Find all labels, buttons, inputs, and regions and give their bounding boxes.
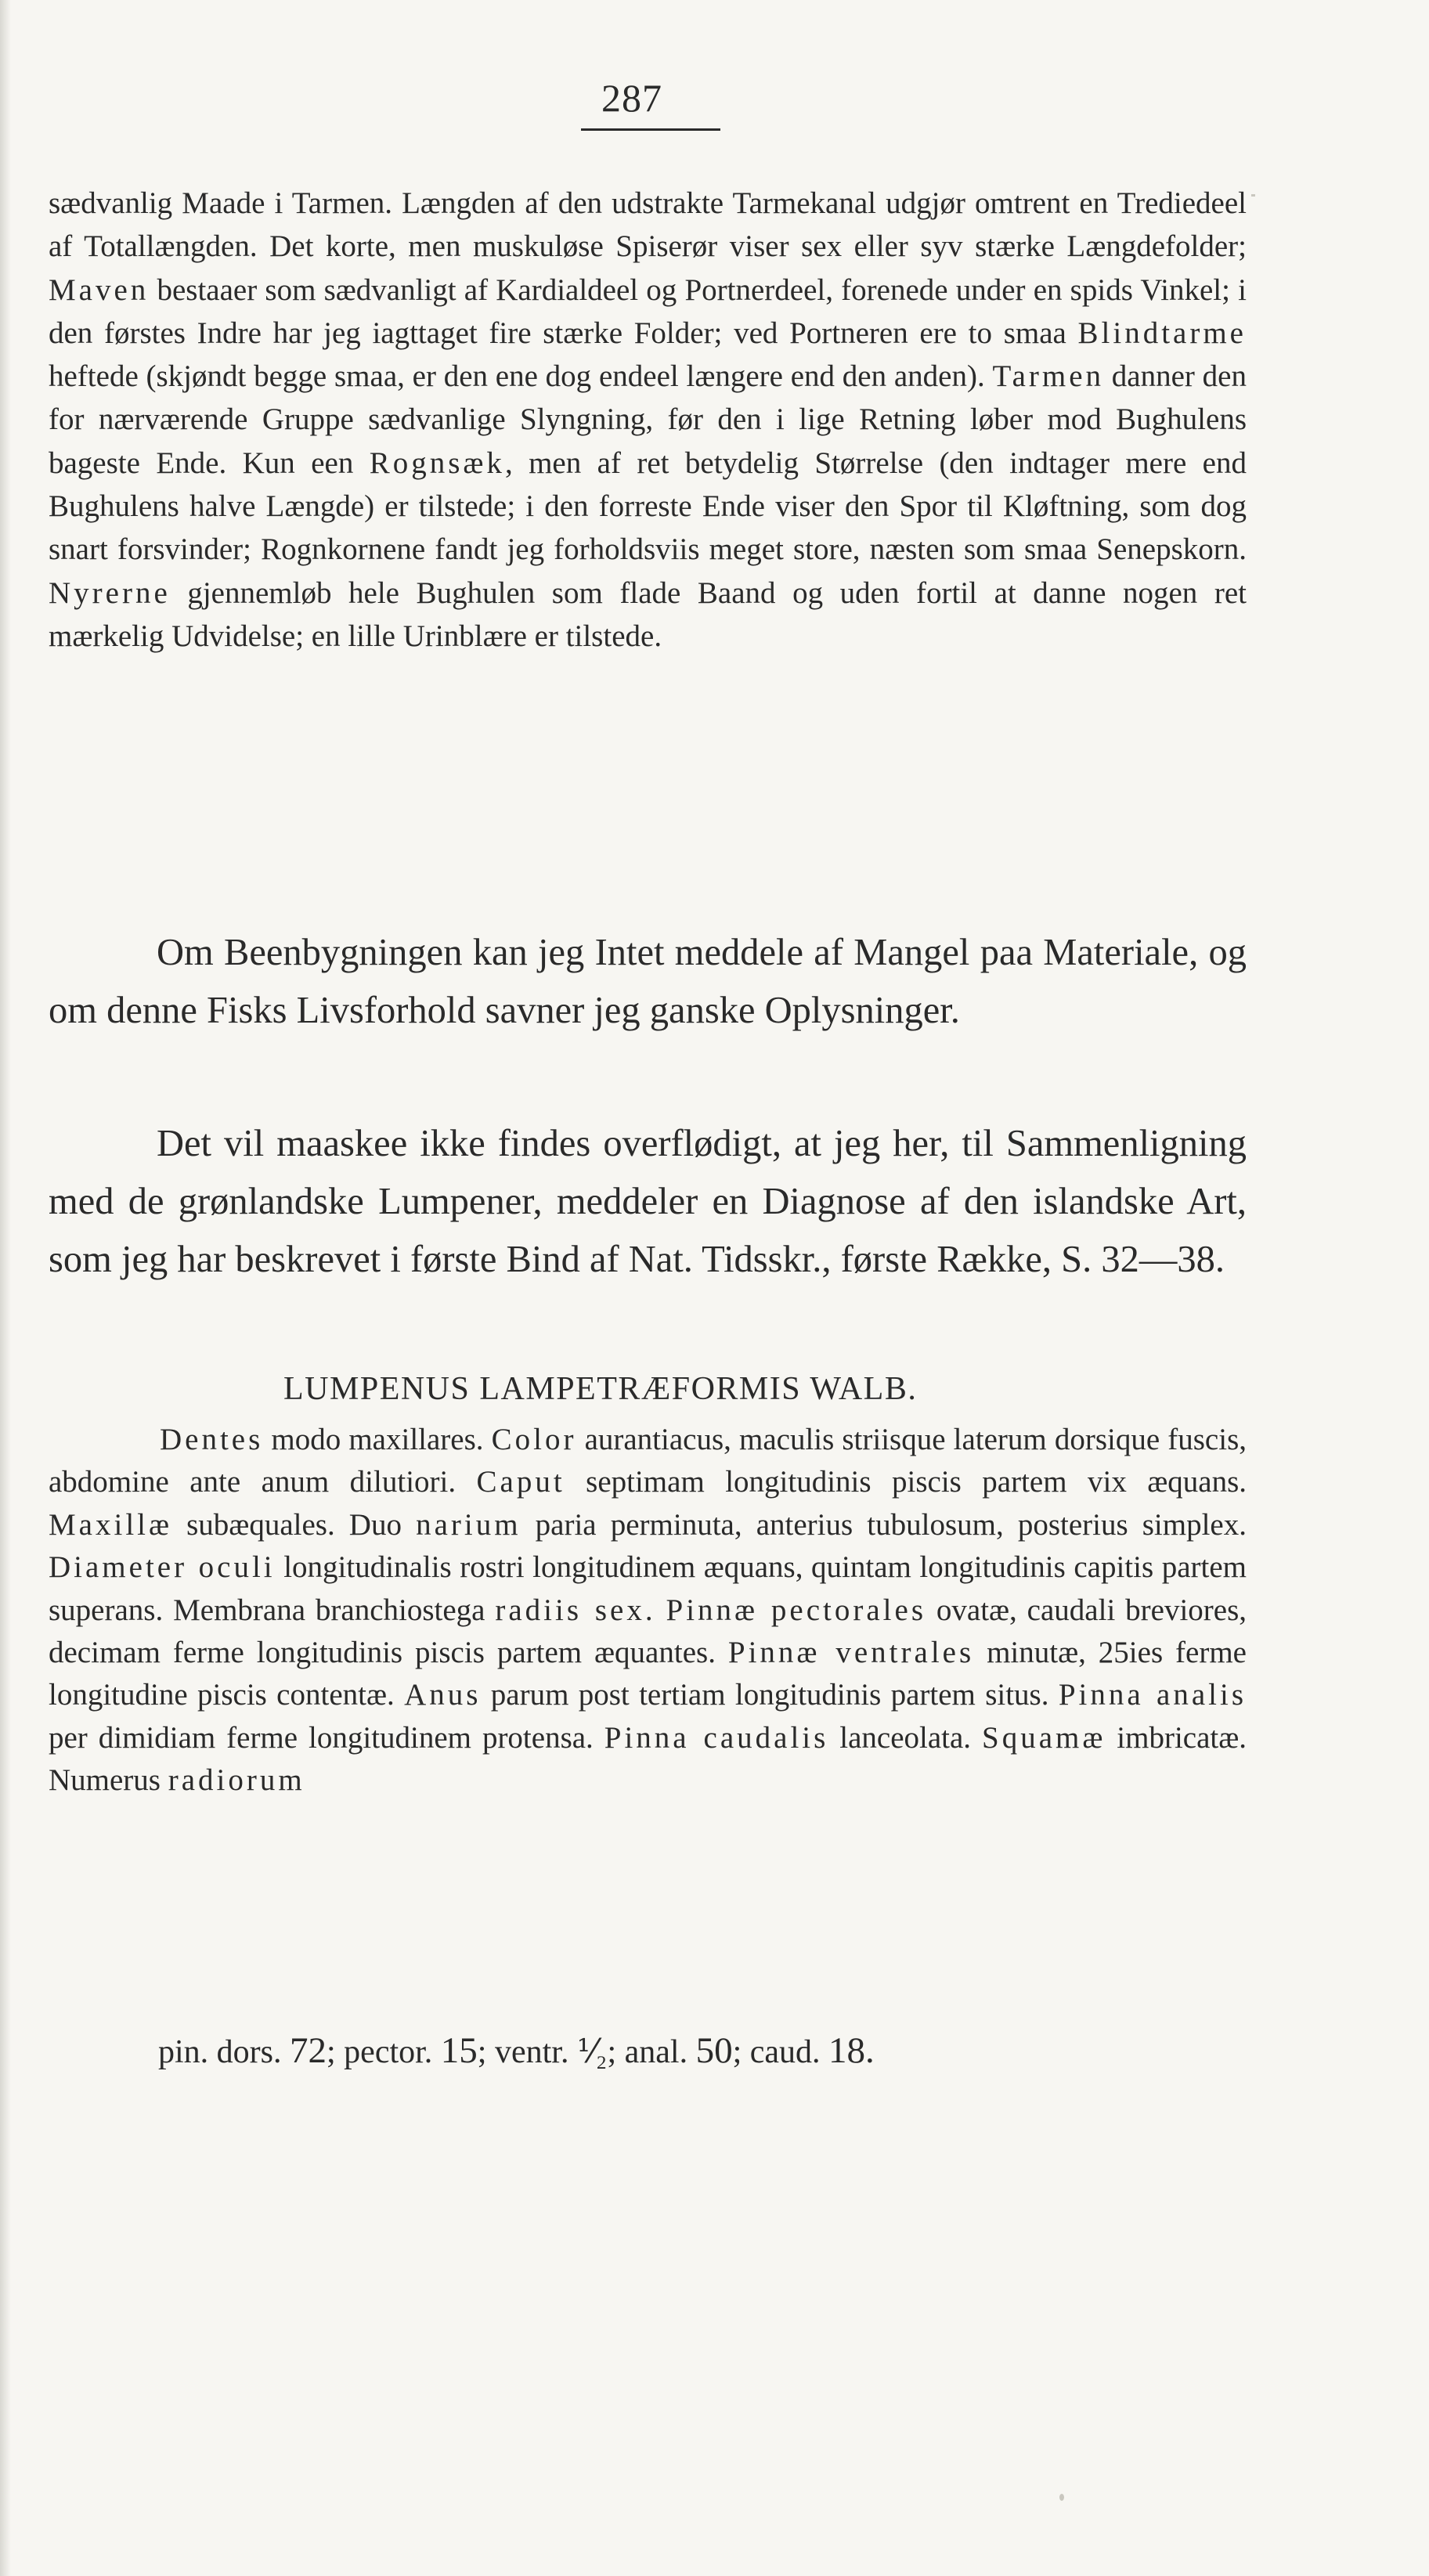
text-run: danner den for nærværende Gruppe sædvanlige Slyngning, før den i lige Retning løber mod Bughulens bageste Ende. Kun een	[49, 359, 1247, 480]
text-run: bestaaer som sædvanligt af Kardialdeel og Portnerdeel, forenede under en spids Vinkel; i den førstes Indre har jeg iagttaget fire stærke Folder; ved Portneren ere to smaa	[49, 272, 1247, 350]
term-maven: Maven	[49, 272, 150, 307]
page-number-rule	[581, 128, 720, 131]
paper-speck	[1059, 2494, 1064, 2501]
text-run: septimam longitudinis piscis partem vix æquans.	[565, 1465, 1247, 1499]
text-run: lanceolata.	[828, 1720, 982, 1755]
anatomy-paragraph	[49, 182, 1247, 658]
text-run: aurantiacus, maculis striisque laterum dorsique fuscis, abdomine ante anum dilutiori.	[49, 1423, 1247, 1499]
formula-label-caudal: caud.	[749, 2034, 821, 2070]
text-run: modo maxillares.	[263, 1423, 492, 1456]
text-run: heftede (skjøndt begge smaa, er den ene dog endeel længere end den anden).	[49, 359, 993, 394]
formula-value-pectoral: 15	[440, 2030, 478, 2071]
term-nyrerne: Nyrerne	[49, 575, 171, 610]
formula-label-anal: anal.	[624, 2034, 688, 2070]
formula-label-dorsal: pin. dors.	[158, 2034, 282, 2070]
term-dentes: Dentes	[160, 1423, 264, 1456]
term-pinnae-ventrales: Pinnæ ventrales	[727, 1636, 975, 1670]
term-color: Color	[491, 1423, 577, 1456]
term-squamae: Squamæ	[982, 1720, 1106, 1755]
term-narium: narium	[416, 1507, 521, 1542]
page-number: 287	[601, 76, 662, 120]
term-blindtarme: Blindtarme	[1077, 316, 1247, 350]
term-rognsaek: Rognsæk	[369, 446, 505, 480]
formula-value-ventral: ⅟₂	[576, 2034, 608, 2070]
text-run: minutæ, 25ies ferme longitudine piscis contentæ.	[49, 1636, 1247, 1712]
species-heading: LUMPENUS LAMPETRÆFORMIS WALB.	[283, 1371, 918, 1407]
text-run: subæquales. Duo	[172, 1507, 417, 1542]
text-run: parum post tertiam longitudinis partem situs.	[481, 1678, 1059, 1712]
term-anus: Anus	[404, 1678, 482, 1712]
paper-speck	[1251, 194, 1255, 197]
term-maxillae: Maxillæ	[49, 1507, 173, 1542]
osteology-note-paragraph: Om Beenbygningen kan jeg Intet meddele af Mangel paa Materiale, og om denne Fisks Livsforhold savner jeg ganske Oplysninger.	[49, 932, 1247, 1031]
text-run: gjennemløb hele Bughulen som flade Baand og uden fortil at danne nogen ret mærkelig Udvidelse; en lille Urinblære er tilstede.	[49, 575, 1247, 653]
text-run: longitudinalis rostri longitudinem æquans, quintam longitudinis capitis partem superans. Membrana branchiostega	[49, 1550, 1247, 1627]
term-radiis-sex: radiis sex.	[495, 1593, 656, 1627]
text-run	[656, 1593, 666, 1627]
term-pinna-caudalis: Pinna caudalis	[604, 1720, 829, 1755]
formula-label-ventral: ventr.	[494, 2034, 569, 2070]
text-run: sædvanlig Maade i Tarmen. Længden af den udstrakte Tarmekanal udgjør omtrent en Trediedeel af Totallængden. Det korte, men muskuløse Spiserør viser sex eller syv stærke Længdefolder;	[49, 186, 1247, 264]
term-caput: Caput	[476, 1465, 565, 1499]
text-run: paria perminuta, anterius tubulosum, posterius simplex.	[521, 1507, 1247, 1542]
diagnosis-intro-paragraph: Det vil maaskee ikke findes overflødigt, at jeg her, til Sammenligning med de grønlandske Lumpener, meddeler en Diagnose af den islandske Art, som jeg har beskrevet i første Bind af Nat. Tidsskr., første Række, S. 32—38.	[49, 1123, 1247, 1280]
page-edge-shadow	[0, 0, 11, 2576]
term-radiorum: radiorum	[168, 1763, 305, 1798]
formula-value-caudal: 18.	[828, 2030, 875, 2071]
term-pinnae-pectorales: Pinnæ pectorales	[666, 1593, 927, 1627]
text-run: per dimidiam ferme longitudinem protensa.	[49, 1720, 604, 1755]
text-run: , men af ret betydelig Størrelse (den indtager mere end Bughulens halve Længde) er tilstede; i den forreste Ende viser den Spor til Kløftning, som dog snart forsvinder; Rognkornene fandt jeg forholdsviis meget store, næsten som smaa Senepskorn.	[49, 446, 1247, 567]
formula-value-dorsal: 72	[290, 2030, 327, 2071]
formula-label-pectoral: pector.	[344, 2034, 433, 2070]
term-tarmen: Tarmen	[992, 359, 1105, 394]
term-diameter-oculi: Diameter oculi	[49, 1550, 276, 1585]
fin-ray-formula: pin. dors. 72; pector. 15; ventr. ⅟₂; anal. 50; caud. 18.	[158, 2030, 875, 2071]
term-pinna-analis: Pinna analis	[1058, 1678, 1247, 1712]
text-run: ovatæ, caudali breviores, decimam ferme longitudinis piscis partem æquantes.	[49, 1593, 1247, 1670]
text-run: imbricatæ. Numerus	[49, 1720, 1247, 1798]
formula-value-anal: 50	[695, 2030, 733, 2071]
latin-diagnosis-paragraph	[49, 1419, 1247, 1802]
